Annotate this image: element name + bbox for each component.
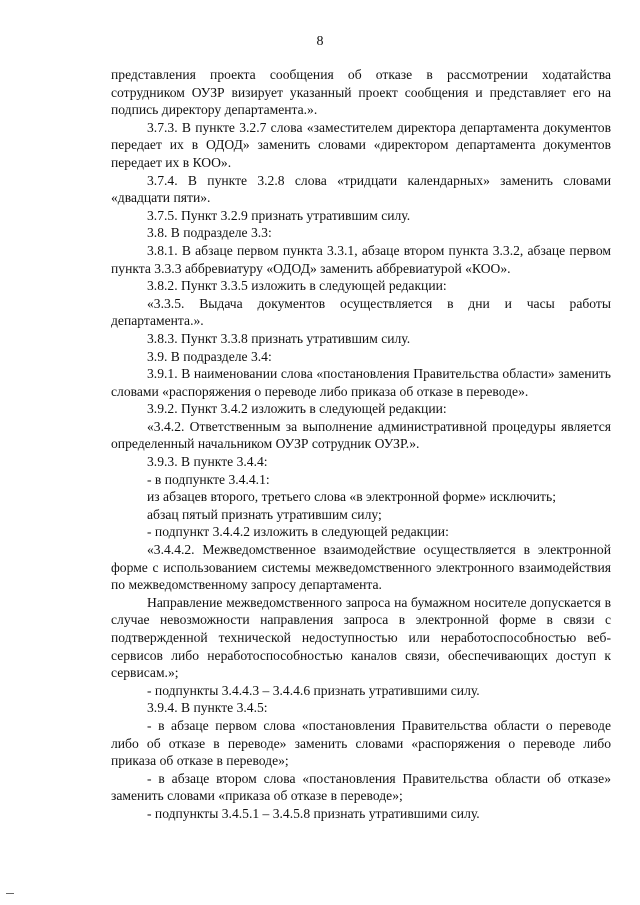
paragraph: 3.7.5. Пункт 3.2.9 признать утратившим силу. [147,207,411,223]
paragraph: 3.7.4. В пункте 3.2.8 слова «тридцати календарных» заменить словами «двадцати пяти». [111,172,611,206]
paragraph: 3.9. В подразделе 3.4: [147,348,272,364]
paragraph: - подпункты 3.4.5.1 – 3.4.5.8 признать утратившими силу. [147,805,480,821]
paragraph: представления проекта сообщения об отказе в рассмотрении ходатайства сотрудником ОУЗР визирует указанный проект сообщения и представляет его на подпись директору департамента.». [111,67,611,118]
paragraph: 3.9.1. В наименовании слова «постановления Правительства области» заменить словами «распоряжения о переводе либо приказа об отказе в переводе». [111,366,611,399]
scan-artifact [6,893,14,894]
paragraph: 3.7.3. В пункте 3.2.7 слова «заместителем директора департамента документов передает их в ОДОД» заменить словами «директором департамента документов передает их в КОО». [111,119,611,170]
paragraph: - в абзаце втором слова «постановления Правительства области об отказе» заменить словами «приказа об отказе в переводе»; [111,770,611,804]
paragraph: «3.4.4.2. Межведомственное взаимодействие осуществляется в электронной форме с использованием системы межведомственного электронного взаимодействия по межведомственному запросу департамента. [111,542,611,593]
paragraph: «3.4.2. Ответственным за выполнение административной процедуры является определенный начальником ОУЗР сотрудник ОУЗР.». [111,418,611,452]
paragraph: 3.9.4. В пункте 3.4.5: [147,700,268,716]
paragraph: - в подпункте 3.4.4.1: [147,471,270,487]
paragraph: - подпункты 3.4.4.3 – 3.4.4.6 признать утратившими силу. [147,682,480,698]
paragraph: - в абзаце первом слова «постановления Правительства области о переводе либо об отказе в переводе» заменить словами «распоряжения о переводе либо приказа об отказе в переводе»; [111,717,611,769]
paragraph: 3.8.3. Пункт 3.3.8 признать утратившим силу. [147,330,411,346]
paragraph: - подпункт 3.4.4.2 изложить в следующей редакции: [147,524,449,540]
paragraph: 3.9.2. Пункт 3.4.2 изложить в следующей редакции: [147,401,447,417]
paragraph: 3.8.1. В абзаце первом пункта 3.3.1, абзаце втором пункта 3.3.2, абзаце первом пункта 3.3.3 аббревиатуру «ОДОД» заменить аббревиатурой «КОО». [111,242,611,276]
paragraph: 3.9.3. В пункте 3.4.4: [147,454,268,470]
paragraph: «3.3.5. Выдача документов осуществляется в дни и часы работы департамента.». [111,295,611,329]
paragraph: 3.8. В подразделе 3.3: [147,225,272,241]
page-number: 8 [316,34,324,49]
paragraph: из абзацев второго, третьего слова «в электронной форме» исключить; [147,489,556,505]
paragraph: абзац пятый признать утратившим силу; [147,506,382,522]
document-body [111,66,611,823]
paragraph: 3.8.2. Пункт 3.3.5 изложить в следующей редакции: [147,278,447,294]
paragraph: Направление межведомственного запроса на бумажном носителе допускается в случае невозможности направления запроса в электронной форме в связи с подтвержденной технической недоступностью или неработоспособностью веб-сервисов либо неработоспособностью каналов связи, обеспечивающих доступ к сервисам.»; [111,594,611,681]
